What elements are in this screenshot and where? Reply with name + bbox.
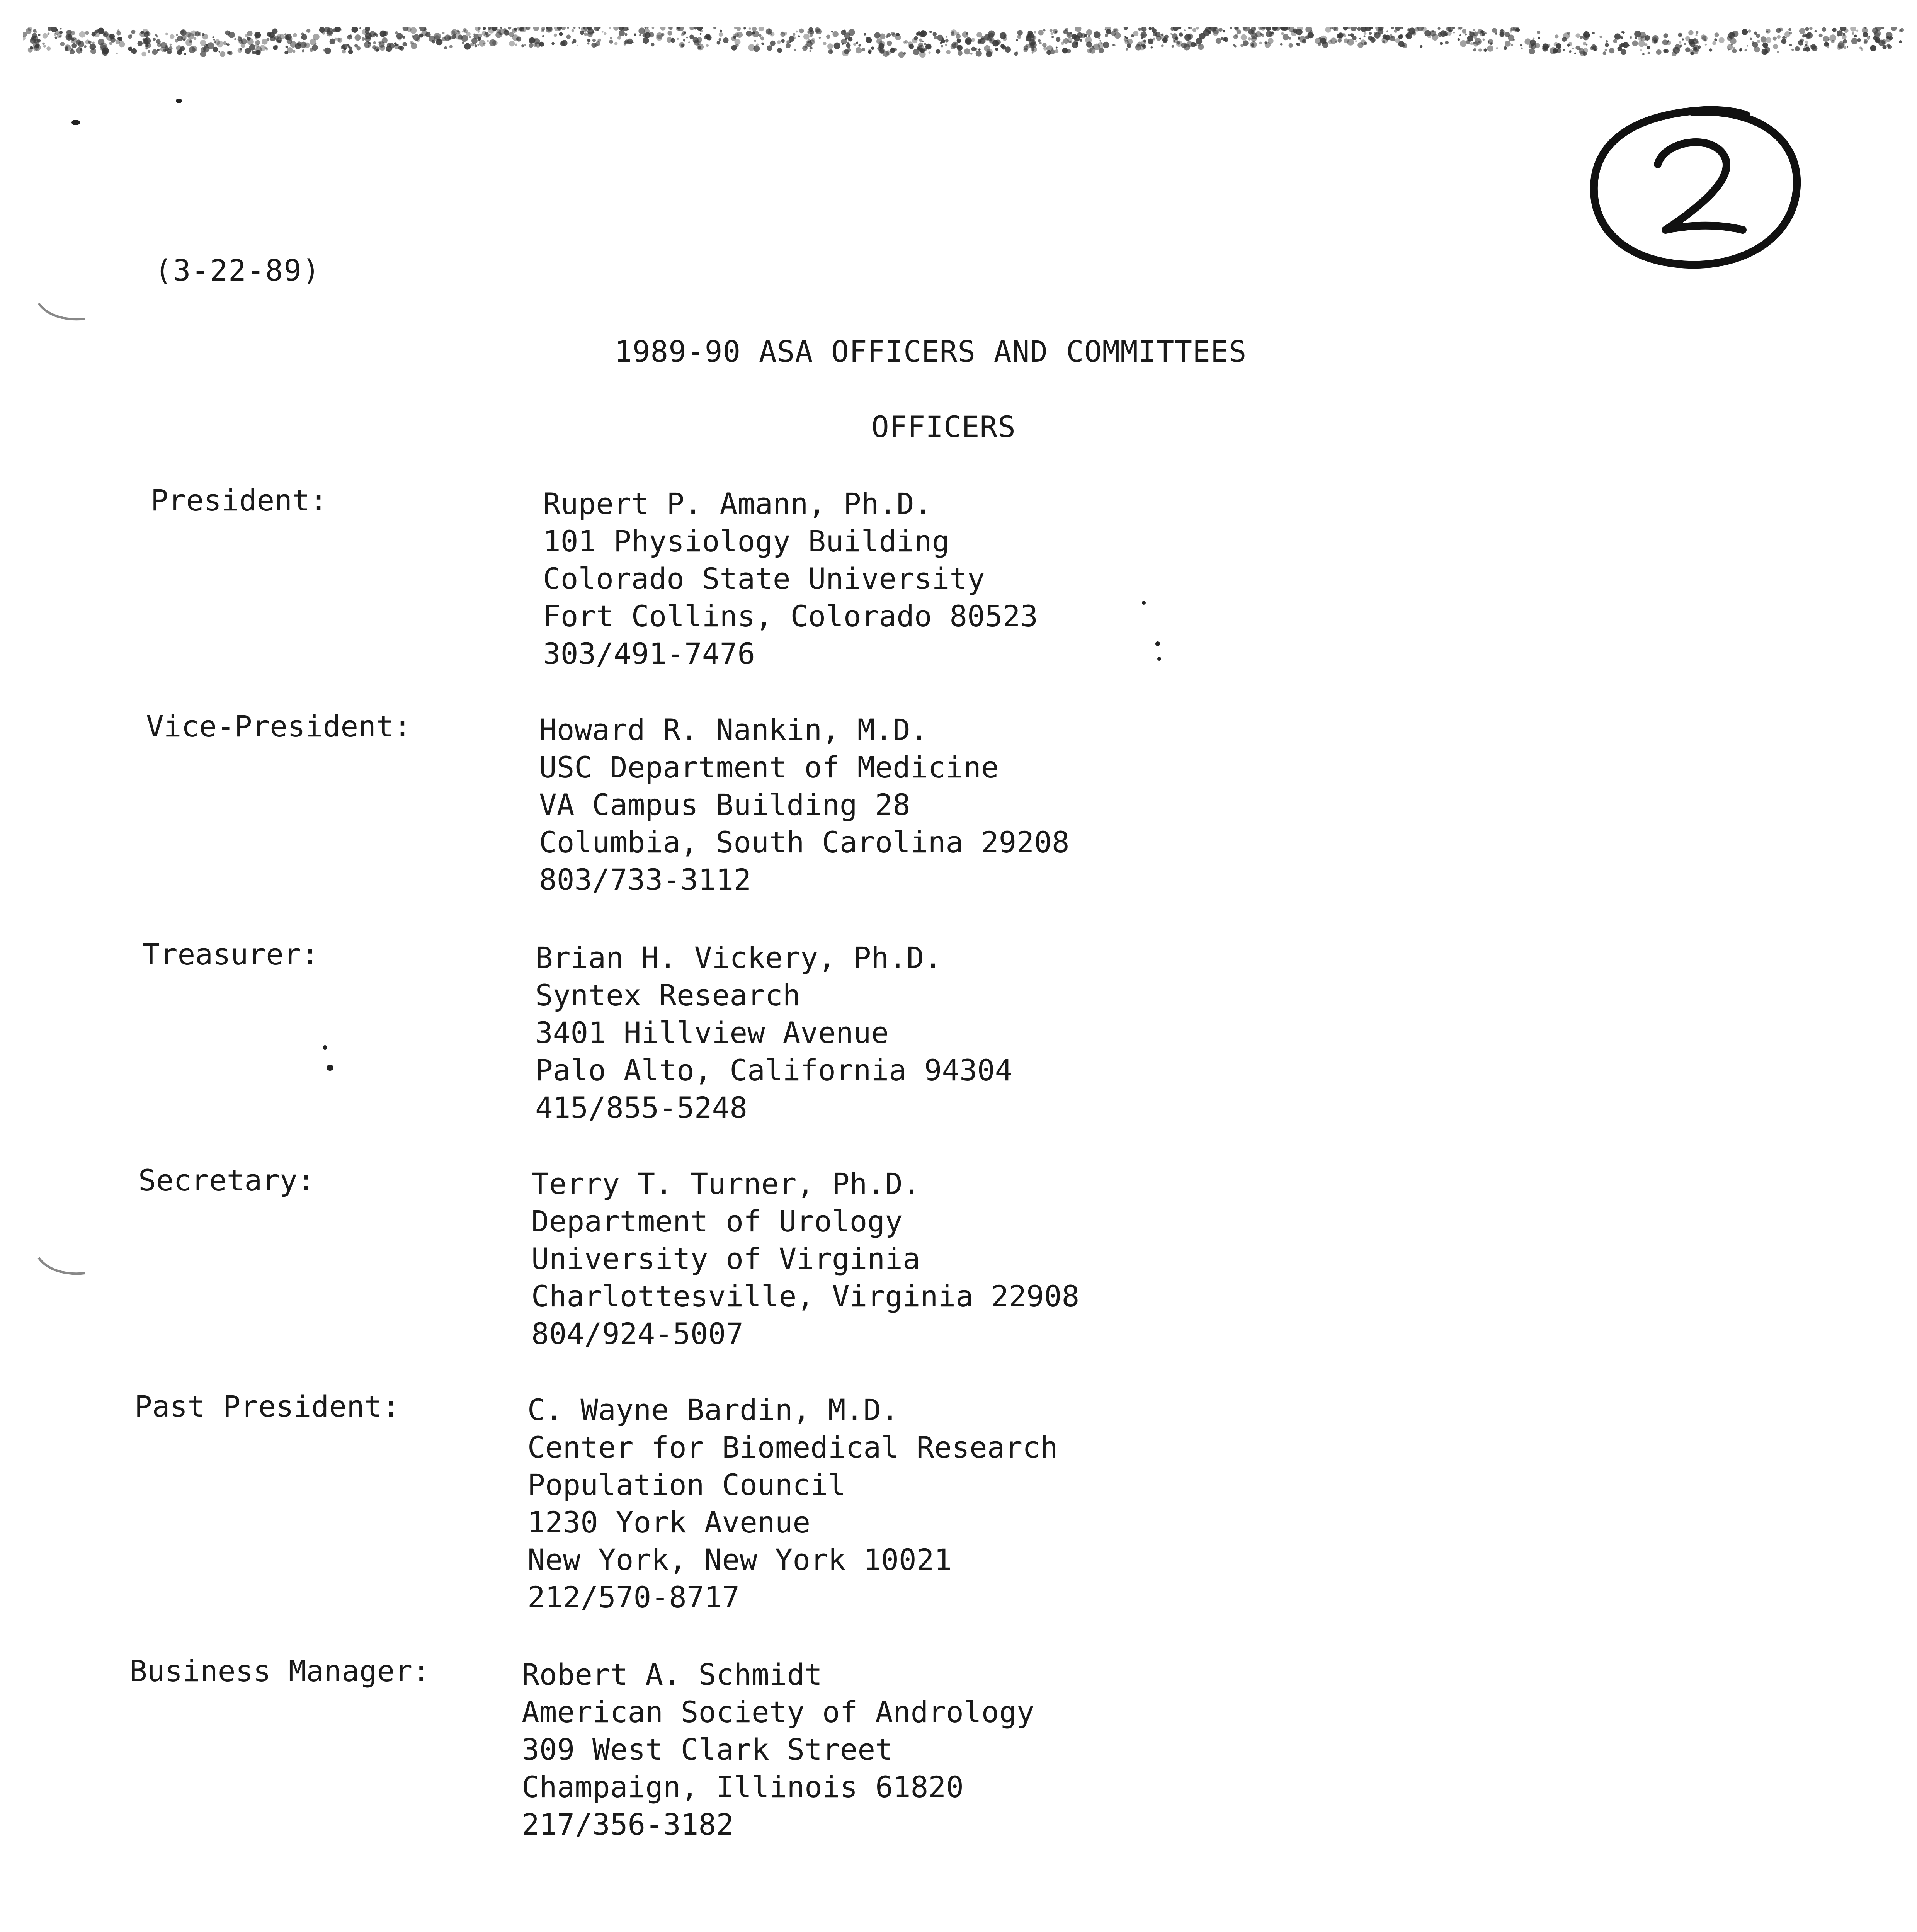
- officer-name: Howard R. Nankin, M.D.: [539, 713, 928, 747]
- officer-name: Robert A. Schmidt: [522, 1657, 822, 1692]
- document-title: 1989-90 ASA OFFICERS AND COMMITTEES: [614, 334, 1247, 369]
- officer-name: C. Wayne Bardin, M.D.: [527, 1393, 899, 1427]
- address-line: New York, New York 10021: [527, 1543, 952, 1577]
- officer-address: [535, 939, 1012, 1126]
- address-line: Charlottesville, Virginia 22908: [531, 1279, 1080, 1313]
- officer-role: Vice-President:: [146, 709, 412, 743]
- address-line: Champaign, Illinois 61820: [522, 1770, 964, 1804]
- scan-speck: [176, 99, 182, 103]
- address-line: Columbia, South Carolina 29208: [539, 825, 1070, 859]
- officer-name: Terry T. Turner, Ph.D.: [531, 1167, 920, 1201]
- scan-speck: [327, 1065, 333, 1071]
- officer-address: [539, 711, 1070, 898]
- address-line: 1230 York Avenue: [527, 1505, 811, 1539]
- margin-mark: [37, 301, 87, 325]
- address-line: University of Virginia: [531, 1242, 920, 1276]
- section-heading-officers: OFFICERS: [871, 410, 1016, 444]
- phone-number: 212/570-8717: [527, 1580, 740, 1614]
- circled-page-number-stamp: [1577, 97, 1808, 278]
- address-line: Center for Biomedical Research: [527, 1430, 1058, 1464]
- document-date: (3-22-89): [155, 253, 321, 287]
- officer-name: Brian H. Vickery, Ph.D.: [535, 940, 942, 975]
- address-line: 309 West Clark Street: [522, 1732, 893, 1767]
- phone-number: 217/356-3182: [522, 1807, 734, 1842]
- scan-speck: [1157, 657, 1161, 661]
- scan-speck: [323, 1045, 327, 1050]
- phone-number: 415/855-5248: [535, 1090, 748, 1125]
- phone-number: 804/924-5007: [531, 1316, 744, 1351]
- officer-name: Rupert P. Amann, Ph.D.: [543, 486, 932, 521]
- address-line: Colorado State University: [543, 561, 985, 596]
- scan-speck: [1155, 641, 1160, 646]
- officer-address: [531, 1165, 1079, 1352]
- officer-address: [527, 1391, 1058, 1616]
- address-line: Syntex Research: [535, 978, 801, 1012]
- officer-address: [522, 1656, 1034, 1843]
- address-line: Department of Urology: [531, 1204, 903, 1238]
- phone-number: 803/733-3112: [539, 862, 752, 897]
- address-line: Fort Collins, Colorado 80523: [543, 599, 1038, 633]
- address-line: 3401 Hillview Avenue: [535, 1015, 889, 1050]
- officer-role: Business Manager:: [129, 1654, 430, 1688]
- phone-number: 303/491-7476: [543, 636, 755, 671]
- scan-speck: [71, 120, 80, 125]
- officer-role: Secretary:: [138, 1163, 315, 1197]
- address-line: VA Campus Building 28: [539, 787, 910, 822]
- officer-role: Past President:: [134, 1389, 400, 1423]
- scan-speck: [1142, 601, 1146, 605]
- officer-address: [543, 485, 1038, 672]
- address-line: 101 Physiology Building: [543, 524, 950, 558]
- margin-mark: [37, 1256, 87, 1279]
- address-line: Population Council: [527, 1468, 846, 1502]
- scan-noise-band: [23, 27, 1905, 70]
- officer-role: Treasurer:: [142, 937, 319, 971]
- address-line: American Society of Andrology: [522, 1695, 1034, 1729]
- address-line: USC Department of Medicine: [539, 750, 999, 784]
- officer-role: President:: [151, 483, 328, 517]
- address-line: Palo Alto, California 94304: [535, 1053, 1013, 1087]
